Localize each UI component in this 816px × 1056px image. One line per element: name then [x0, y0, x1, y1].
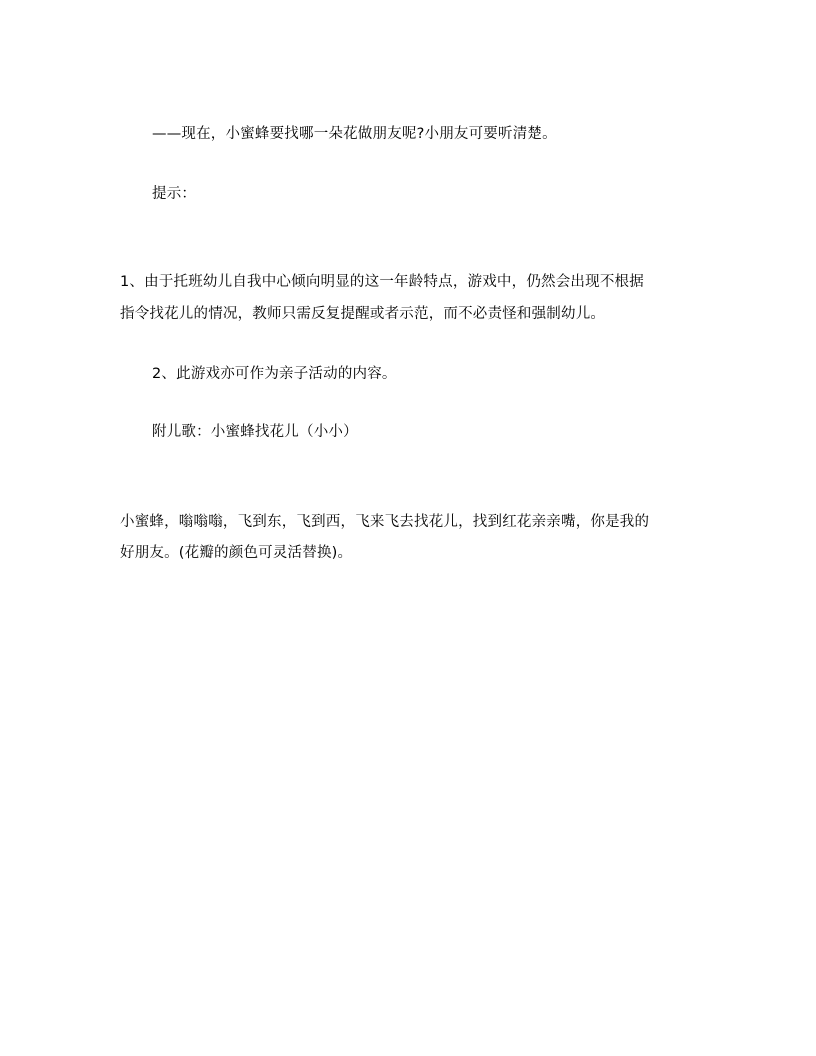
song-title: 附儿歌：小蜜蜂找花儿（小小） [152, 424, 358, 440]
paragraph-intro: ——现在，小蜜蜂要找哪一朵花做朋友呢?小朋友可要听清楚。 [152, 126, 557, 142]
tip-1-line-1: 1、由于托班幼儿自我中心倾向明显的这一年龄特点，游戏中，仍然会出现不根据 [120, 274, 644, 290]
song-lyrics-line-1: 小蜜蜂，嗡嗡嗡，飞到东，飞到西，飞来飞去找花儿，找到红花亲亲嘴，你是我的 [120, 514, 650, 530]
tip-1-line-2: 指令找花儿的情况，教师只需反复提醒或者示范，而不必责怪和强制幼儿。 [120, 306, 606, 322]
tip-2: 2、此游戏亦可作为亲子活动的内容。 [152, 366, 397, 382]
song-lyrics-line-2: 好朋友。(花瓣的颜色可灵活替换)。 [120, 545, 353, 561]
tips-heading: 提示： [152, 186, 197, 202]
